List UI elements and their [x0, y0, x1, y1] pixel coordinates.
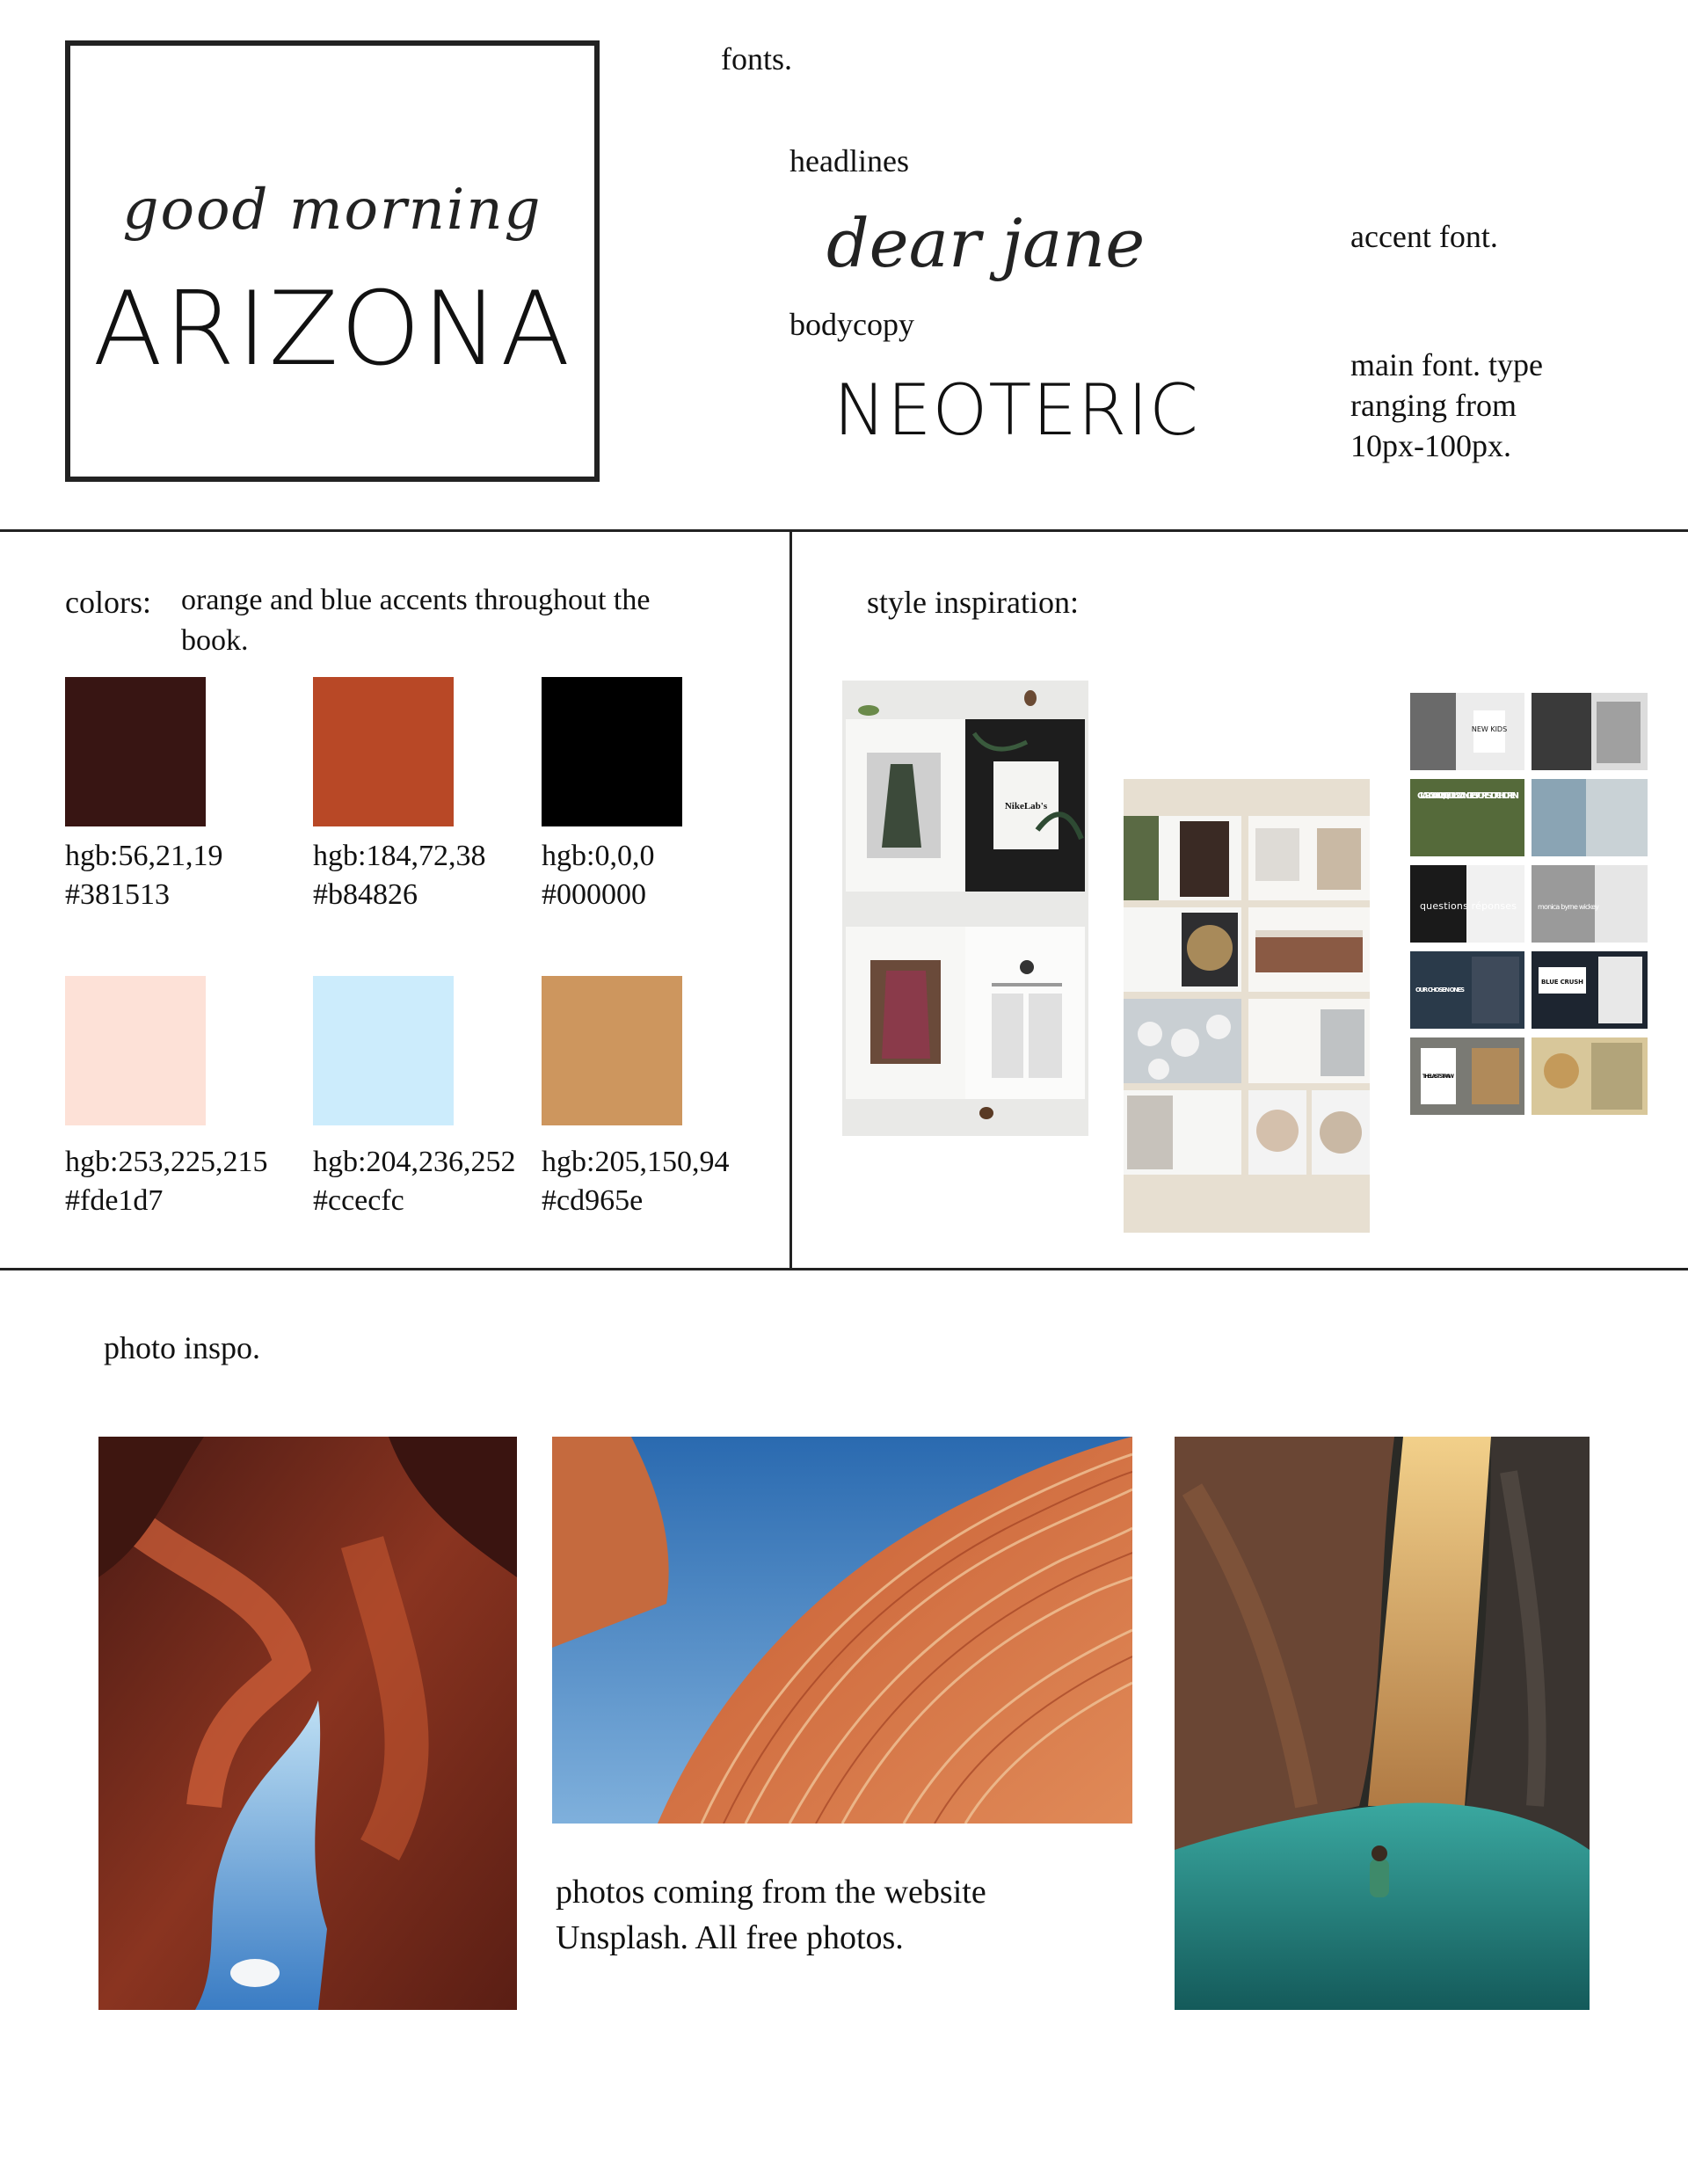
color-swatch-3	[542, 677, 682, 826]
swatch-hex: #cd965e	[542, 1184, 644, 1217]
swatch-hex: #fde1d7	[65, 1184, 164, 1217]
tile-text-questions: questions réponses	[1420, 900, 1517, 912]
tile-text-clara: CLARA 3000 20/07/11 16:22 ANGLES FOREST OF CHILDREN	[1417, 791, 1520, 801]
swatch-hex: #000000	[542, 878, 646, 911]
swatch-rgb: hgb:0,0,0	[542, 840, 655, 872]
color-swatch-6-label	[542, 1143, 729, 1220]
canyon-photo-illustration	[98, 1437, 517, 2010]
photo-inspo-heading: photo inspo.	[104, 1330, 261, 1365]
color-swatch-3-label	[542, 837, 654, 914]
body-font-sample: NEOTERIC	[833, 369, 1199, 451]
color-swatch-5	[313, 976, 454, 1125]
tile-grid-illustration	[1410, 693, 1648, 1120]
photo-wave-sandstone	[552, 1437, 1132, 1824]
fonts-heading: fonts.	[721, 41, 792, 76]
bodycopy-label: bodycopy	[789, 307, 914, 342]
swatch-rgb: hgb:56,21,19	[65, 840, 223, 872]
divider-top	[0, 529, 1688, 532]
photo-narrows-river	[1175, 1437, 1590, 2010]
main-font-note-line-2: ranging from	[1350, 388, 1517, 423]
photo-canyon-antelope	[98, 1437, 517, 2010]
headline-font-sample: dear jane	[826, 204, 1146, 282]
swatch-rgb: hgb:205,150,94	[542, 1146, 730, 1178]
river-photo-illustration	[1175, 1437, 1590, 2010]
main-font-note-line-3: 10px-100px.	[1350, 428, 1511, 463]
divider-bottom	[0, 1268, 1688, 1270]
photo-caption-line-2: Unsplash. All free photos.	[556, 1919, 904, 1956]
color-swatch-2-label	[313, 837, 485, 914]
swatch-rgb: hgb:253,225,215	[65, 1146, 268, 1178]
logo-script-text: good morning	[122, 178, 542, 243]
style-mockup-tiles	[1410, 693, 1648, 1120]
color-swatch-4-label	[65, 1143, 267, 1220]
swatch-hex: #b84826	[313, 878, 418, 911]
color-swatch-1	[65, 677, 206, 826]
accent-font-note: accent font.	[1350, 219, 1498, 254]
tile-text-blue-crush: BLUE CRUSH	[1541, 979, 1583, 986]
style-inspiration-heading: style inspiration:	[867, 585, 1079, 620]
main-font-note	[1350, 345, 1543, 466]
photo-caption	[556, 1869, 986, 1961]
swatch-hex: #ccecfc	[313, 1184, 404, 1217]
main-font-note-line-1: main font. type	[1350, 347, 1543, 382]
logo-wordmark: ARIZONA	[92, 270, 572, 389]
tile-text-chosen: OUR CHOSEN ONES	[1415, 986, 1465, 994]
colors-description-line-2: book.	[181, 624, 249, 657]
colors-description-line-1: orange and blue accents throughout the	[181, 584, 651, 616]
color-swatch-2	[313, 677, 454, 826]
swatch-hex: #381513	[65, 878, 170, 911]
tile-text-monica: monica byrne wickey	[1538, 903, 1599, 911]
color-swatch-5-label	[313, 1143, 515, 1220]
style-mockup-grid	[1124, 779, 1370, 1233]
headlines-label: headlines	[789, 143, 909, 178]
tile-text-last-straw: THE LAST STRAW	[1422, 1074, 1454, 1080]
grid-layout-illustration	[1124, 779, 1370, 1233]
colors-description	[181, 580, 650, 661]
photo-caption-line-1: photos coming from the website	[556, 1874, 986, 1911]
colors-heading: colors:	[65, 585, 151, 620]
color-swatch-4	[65, 976, 206, 1125]
swatch-rgb: hgb:204,236,252	[313, 1146, 516, 1178]
swatch-rgb: hgb:184,72,38	[313, 840, 486, 872]
magazine-title-text: NikeLab's	[1004, 801, 1048, 812]
divider-vertical	[789, 529, 792, 1270]
color-swatch-6	[542, 976, 682, 1125]
tile-text-new-kids: NEW KIDS	[1471, 725, 1508, 733]
style-mockup-magazine	[842, 681, 1088, 1136]
logo-box	[65, 40, 600, 482]
sandstone-photo-illustration	[552, 1437, 1132, 1824]
color-swatch-1-label	[65, 837, 222, 914]
magazine-spread-illustration	[842, 681, 1088, 1136]
